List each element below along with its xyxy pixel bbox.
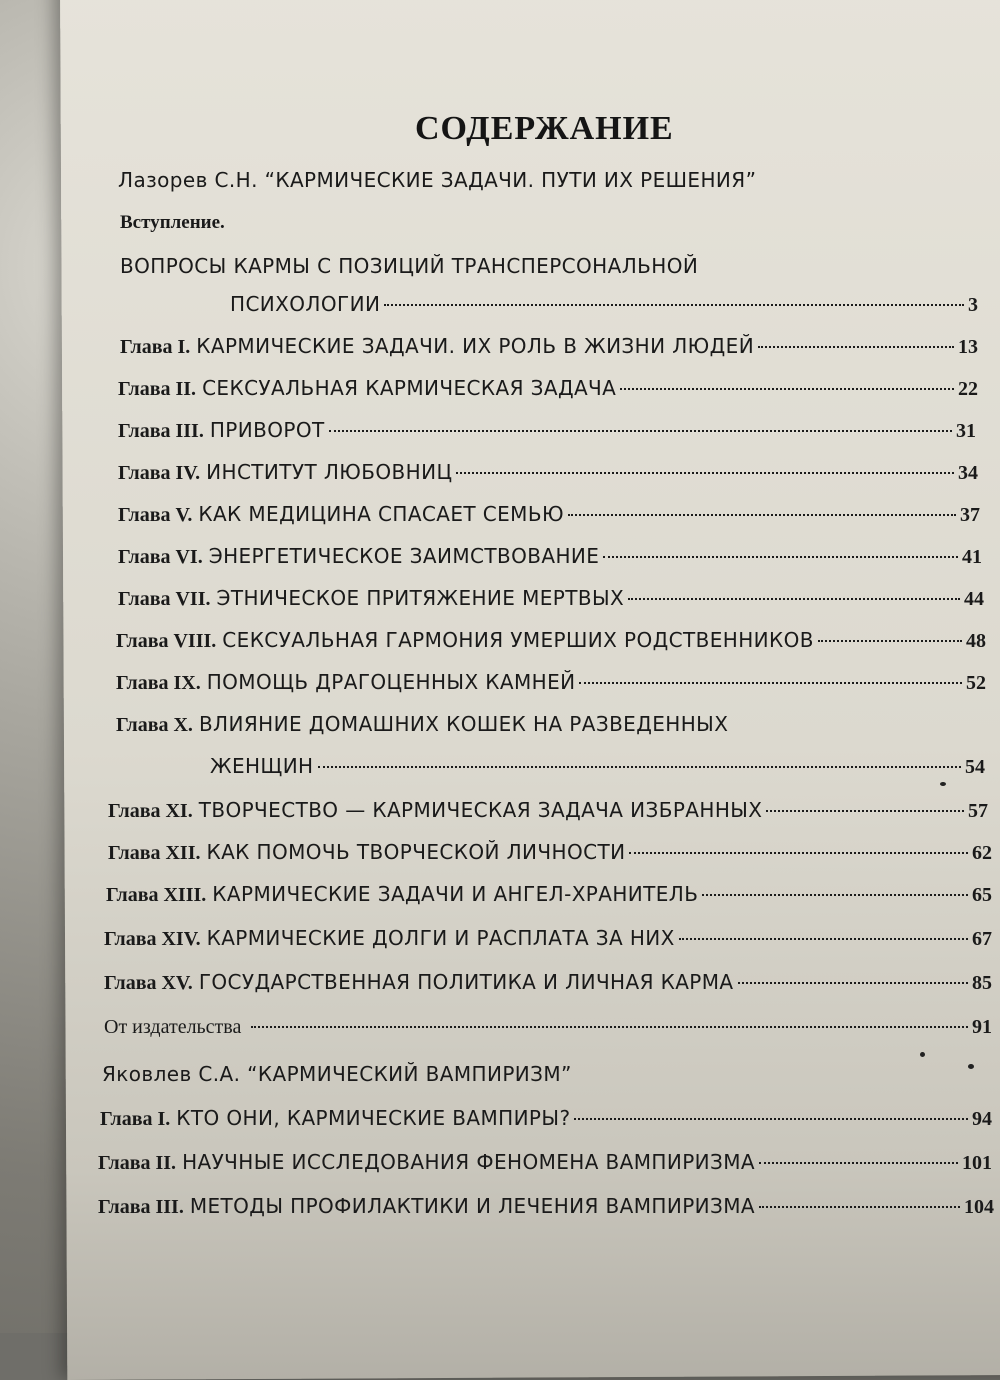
toc-prefix: Глава XI. — [108, 800, 193, 822]
toc-title: МЕТОДЫ ПРОФИЛАКТИКИ И ЛЕЧЕНИЯ ВАМПИРИЗМА — [189, 1194, 755, 1218]
toc-entry[interactable] — [118, 544, 982, 569]
toc-entry[interactable] — [104, 970, 992, 995]
toc-title: СЕКСУАЛЬНАЯ ГАРМОНИЯ УМЕРШИХ РОДСТВЕННИКОВ — [222, 628, 814, 652]
toc-entry-ch10-line2[interactable] — [210, 754, 985, 779]
dot-leader — [251, 1026, 968, 1028]
toc-title: КАК МЕДИЦИНА СПАСАЕТ СЕМЬЮ — [198, 502, 564, 526]
ink-speck — [940, 782, 946, 786]
toc-prefix: Глава I. — [120, 336, 191, 358]
toc-entry[interactable] — [118, 586, 984, 611]
toc-page-number: 104 — [964, 1196, 994, 1218]
dot-leader — [766, 810, 964, 812]
toc-title: ПСИХОЛОГИИ — [230, 292, 381, 316]
toc-title: ЭНЕРГЕТИЧЕСКОЕ ЗАИМСТВОВАНИЕ — [208, 544, 600, 568]
dot-leader — [568, 514, 956, 516]
toc-entry[interactable] — [104, 926, 992, 951]
toc-prefix: Глава X. — [116, 714, 193, 736]
part1-author-line — [118, 168, 756, 192]
toc-title: КАРМИЧЕСКИЕ ЗАДАЧИ. ИХ РОЛЬ В ЖИЗНИ ЛЮДЕЙ — [196, 334, 755, 358]
dot-leader — [629, 852, 968, 854]
dot-leader — [759, 1206, 960, 1208]
toc-page-number: 85 — [972, 972, 992, 994]
toc-entry[interactable] — [100, 1106, 992, 1131]
toc-prefix: Глава II. — [98, 1152, 177, 1174]
dot-leader — [679, 938, 968, 940]
section-title-line1 — [120, 254, 698, 278]
toc-page-number: 57 — [968, 800, 988, 822]
toc-title: КТО ОНИ, КАРМИЧЕСКИЕ ВАМПИРЫ? — [176, 1106, 571, 1130]
toc-page-number: 34 — [958, 462, 978, 484]
toc-page-number: 62 — [972, 842, 992, 864]
dot-leader — [758, 346, 954, 348]
toc-entry[interactable] — [116, 628, 986, 653]
toc-page-number: 52 — [966, 672, 986, 694]
dot-leader — [738, 982, 968, 984]
toc-title: ИНСТИТУТ ЛЮБОВНИЦ — [206, 460, 453, 484]
toc-prefix: Глава VII. — [118, 588, 211, 610]
dot-leader — [384, 304, 964, 306]
toc-entry[interactable] — [108, 840, 992, 865]
toc-page-number: 65 — [972, 884, 992, 906]
toc-title: От издательства — [104, 1016, 242, 1038]
ink-speck — [920, 1052, 925, 1057]
dot-leader — [574, 1118, 968, 1120]
toc-title: ГОСУДАРСТВЕННАЯ ПОЛИТИКА И ЛИЧНАЯ КАРМА — [198, 970, 734, 994]
toc-entry[interactable] — [118, 418, 976, 443]
toc-page-number: 31 — [956, 420, 976, 442]
dot-leader — [702, 894, 968, 896]
toc-title: ТВОРЧЕСТВО — КАРМИЧЕСКАЯ ЗАДАЧА ИЗБРАННЫХ — [198, 798, 763, 822]
toc-entry-ch10-line1[interactable] — [116, 712, 950, 737]
toc-title: КАРМИЧЕСКИЕ ЗАДАЧИ И АНГЕЛ-ХРАНИТЕЛЬ — [212, 882, 699, 906]
part2-author: Яковлев С.А. “КАРМИЧЕСКИЙ ВАМПИРИЗМ” — [102, 1062, 572, 1086]
toc-page-number: 22 — [958, 378, 978, 400]
dot-leader — [620, 388, 954, 390]
toc-prefix: Глава III. — [118, 420, 204, 442]
toc-entry-publisher[interactable] — [104, 1016, 992, 1039]
toc-prefix: Глава VI. — [118, 546, 203, 568]
toc-page-number: 67 — [972, 928, 992, 950]
toc-prefix: Глава V. — [118, 504, 193, 526]
page-title: СОДЕРЖАНИЕ — [415, 110, 674, 147]
toc-prefix: Глава III. — [98, 1196, 184, 1218]
toc-prefix: Глава XV. — [104, 972, 193, 994]
toc-entry[interactable] — [98, 1194, 994, 1219]
toc-entry[interactable] — [118, 376, 978, 401]
toc-page-number: 37 — [960, 504, 980, 526]
toc-title: ЭТНИЧЕСКОЕ ПРИТЯЖЕНИЕ МЕРТВЫХ — [216, 586, 625, 610]
section-title-1: ВОПРОСЫ КАРМЫ С ПОЗИЦИЙ ТРАНСПЕРСОНАЛЬНОЙ — [120, 254, 699, 278]
toc-prefix: Глава VIII. — [116, 630, 217, 652]
toc-page-number: 101 — [962, 1152, 992, 1174]
toc-title: ЖЕНЩИН — [210, 754, 314, 778]
toc-title: ПОМОЩЬ ДРАГОЦЕННЫХ КАМНЕЙ — [206, 670, 576, 694]
toc-entry[interactable] — [116, 670, 986, 695]
toc-entry[interactable] — [118, 460, 978, 485]
dot-leader — [456, 472, 954, 474]
dot-leader — [579, 682, 962, 684]
toc-prefix: Глава XIV. — [104, 928, 201, 950]
toc-prefix: Глава XII. — [108, 842, 201, 864]
toc-entry[interactable] — [106, 882, 992, 907]
toc-prefix: Глава I. — [100, 1108, 171, 1130]
toc-page-number: 3 — [968, 294, 978, 316]
toc-prefix: Глава XIII. — [106, 884, 207, 906]
toc-entry[interactable] — [98, 1150, 992, 1175]
toc-title: НАУЧНЫЕ ИССЛЕДОВАНИЯ ФЕНОМЕНА ВАМПИРИЗМА — [182, 1150, 755, 1174]
toc-prefix: Глава IV. — [118, 462, 201, 484]
toc-title: ВЛИЯНИЕ ДОМАШНИХ КОШЕК НА РАЗВЕДЕННЫХ — [198, 712, 729, 736]
toc-title: КАК ПОМОЧЬ ТВОРЧЕСКОЙ ЛИЧНОСТИ — [206, 840, 626, 864]
toc-entry[interactable] — [118, 502, 980, 527]
dot-leader — [628, 598, 960, 600]
toc-page-number: 48 — [966, 630, 986, 652]
toc-entry-section[interactable] — [230, 292, 978, 317]
toc-page-number: 41 — [962, 546, 982, 568]
intro-line — [120, 212, 225, 234]
toc-title: КАРМИЧЕСКИЕ ДОЛГИ И РАСПЛАТА ЗА НИХ — [206, 926, 675, 950]
dot-leader — [759, 1162, 958, 1164]
part2-author-line — [102, 1062, 572, 1086]
toc-page-number: 13 — [958, 336, 978, 358]
dot-leader — [329, 430, 952, 432]
dot-leader — [603, 556, 958, 558]
toc-page-number: 54 — [965, 756, 985, 778]
toc-entry[interactable] — [108, 798, 988, 823]
toc-page-number: 44 — [964, 588, 984, 610]
toc-page-number: 94 — [972, 1108, 992, 1130]
part1-author: Лазорев С.Н. “КАРМИЧЕСКИЕ ЗАДАЧИ. ПУТИ ИХ РЕШЕНИЯ” — [118, 168, 757, 192]
dot-leader — [318, 766, 962, 768]
toc-prefix: Глава II. — [118, 378, 197, 400]
toc-entry[interactable] — [120, 334, 978, 359]
ink-speck — [968, 1064, 974, 1069]
intro-label: Вступление. — [120, 212, 225, 233]
toc-prefix: Глава IX. — [116, 672, 201, 694]
toc-title: ПРИВОРОТ — [209, 418, 325, 442]
dot-leader — [818, 640, 962, 642]
toc-page-number: 91 — [972, 1016, 992, 1038]
toc-title: СЕКСУАЛЬНАЯ КАРМИЧЕСКАЯ ЗАДАЧА — [202, 376, 617, 400]
